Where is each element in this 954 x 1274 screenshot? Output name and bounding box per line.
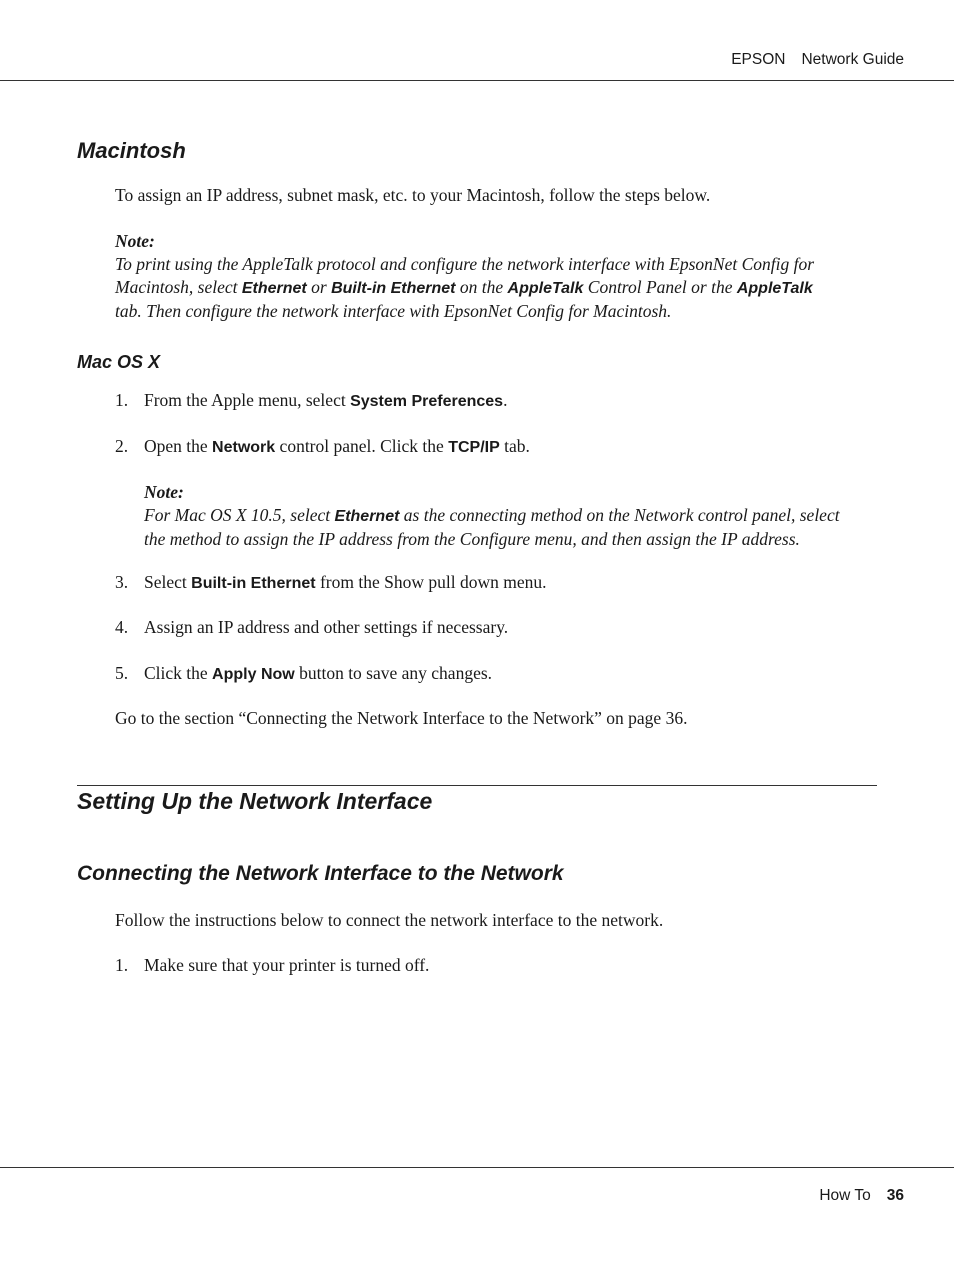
heading-connecting: Connecting the Network Interface to the Network — [77, 862, 564, 885]
note-line-1: To print using the AppleTalk protocol and configure the network interface with EpsonNet Config for — [115, 254, 815, 274]
note-label: Note: — [144, 482, 184, 502]
page-number: 36 — [886, 1187, 904, 1204]
heading-macintosh: Macintosh — [77, 138, 186, 163]
section-rule — [77, 785, 877, 786]
note-line-2: Macintosh, select Ethernet or Built-in Ethernet on the AppleTalk Control Panel or the AppleTalk — [115, 277, 813, 297]
footer-section: How To — [819, 1187, 871, 1204]
step-item: 2. Open the Network control panel. Click the TCP/IP tab. — [115, 436, 530, 456]
footer-rule — [0, 1167, 954, 1168]
page-header — [731, 51, 904, 69]
mac-os-x-note — [144, 481, 889, 551]
macintosh-intro: To assign an IP address, subnet mask, etc. to your Macintosh, follow the steps below. — [115, 185, 711, 205]
header-rule — [0, 80, 954, 81]
note-label: Note: — [115, 231, 155, 251]
note-line-2: the method to assign the IP address from the Configure menu, and then assign the IP address. — [144, 529, 800, 549]
connect-intro: Follow the instructions below to connect the network interface to the network. — [115, 910, 664, 930]
macintosh-note — [115, 230, 885, 323]
step-item: 5. Click the Apply Now button to save any changes. — [115, 663, 493, 683]
heading-mac-os-x: Mac OS X — [77, 352, 161, 372]
heading-setting-up: Setting Up the Network Interface — [77, 788, 433, 814]
step-item: 1. From the Apple menu, select System Preferences. — [115, 390, 508, 410]
header-guide-title: Network Guide — [801, 51, 904, 68]
header-brand: EPSON — [731, 51, 786, 68]
step-item: 4. Assign an IP address and other settings if necessary. — [115, 617, 509, 637]
step-item: 1. Make sure that your printer is turned off. — [115, 955, 430, 975]
goto-section-text: Go to the section “Connecting the Network Interface to the Network” on page 36. — [115, 708, 688, 728]
note-line-1: For Mac OS X 10.5, select Ethernet as the connecting method on the Network control panel, select — [144, 505, 840, 525]
note-line-3: tab. Then configure the network interface with EpsonNet Config for Macintosh. — [115, 301, 672, 321]
step-item: 3. Select Built-in Ethernet from the Show pull down menu. — [115, 572, 547, 592]
page-footer — [819, 1187, 904, 1205]
